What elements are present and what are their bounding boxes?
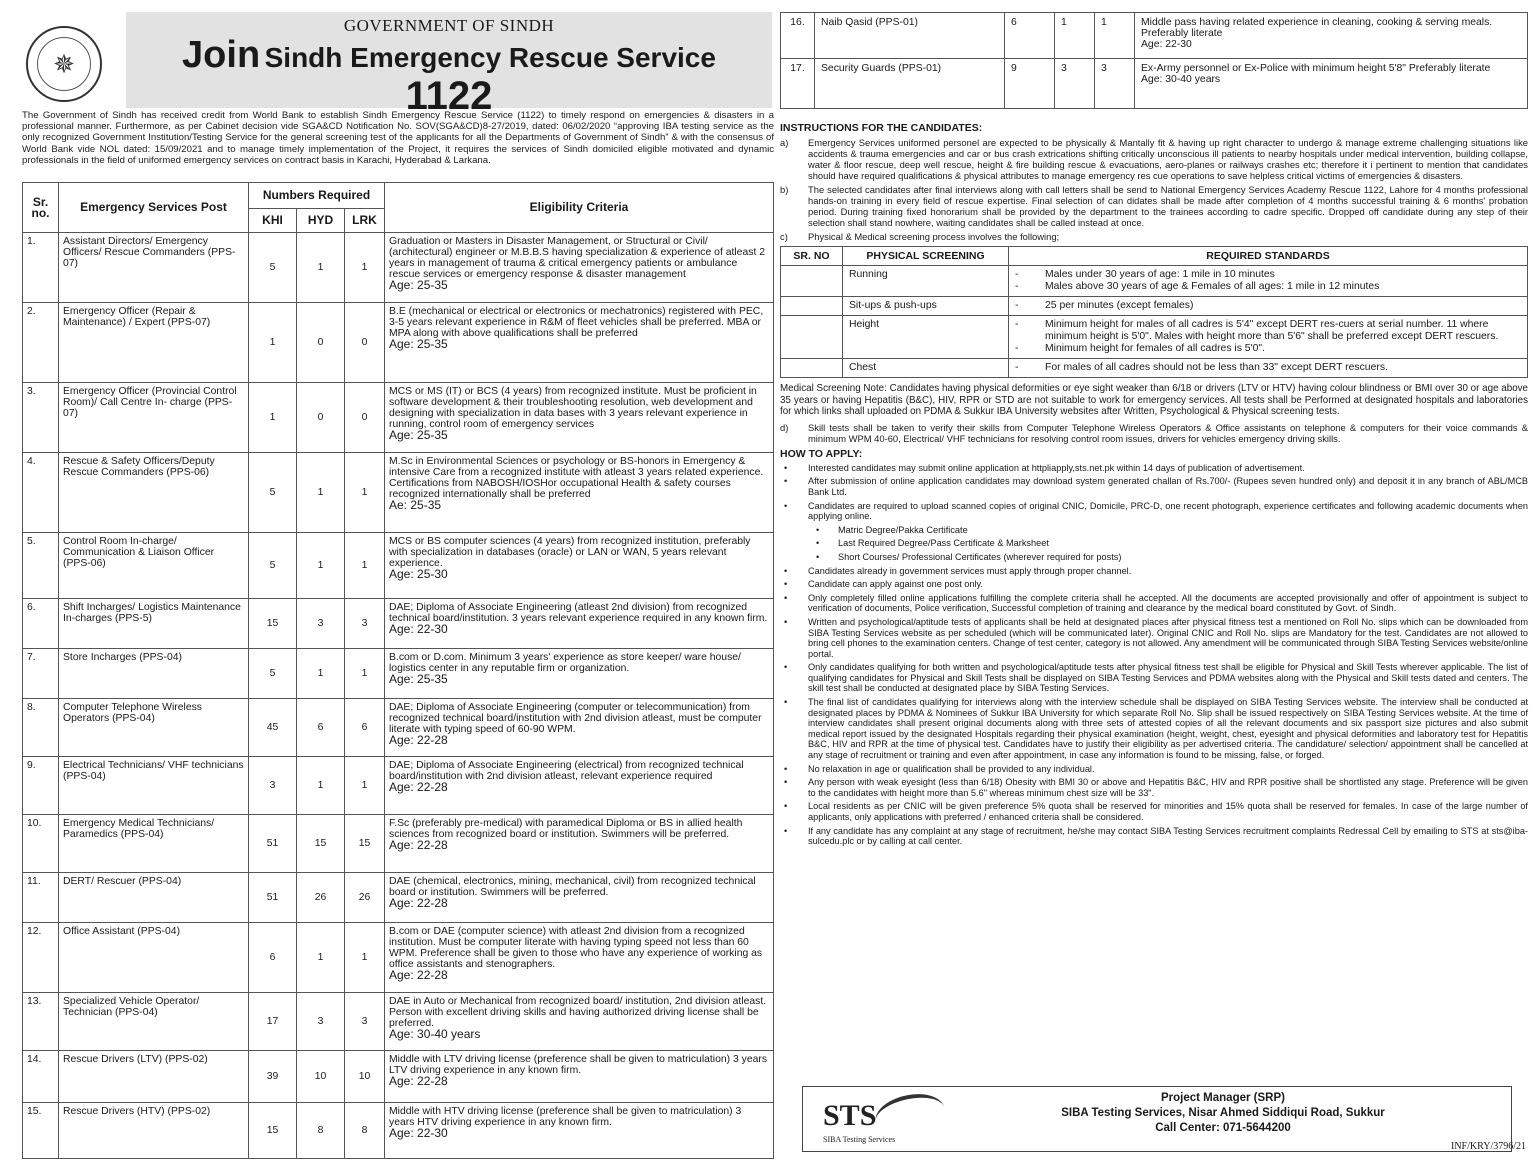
- row-post: Electrical Technicians/ VHF technicians (PPS-04): [59, 757, 249, 815]
- row-khi: 3: [249, 757, 297, 815]
- criteria-age: Age: 22-30: [1141, 39, 1192, 50]
- row-khi: 1: [249, 303, 297, 383]
- row-khi: 51: [249, 873, 297, 923]
- criteria-text: DAE in Auto or Mechanical from recognized board/ institution, 2nd division atleast. Person with excellent driving skills and having authorized driving license shall be preferred.: [389, 996, 767, 1029]
- list-item: • Any person with weak eyesight (less than 6/18) Obesity with BMI 30 or above and Hepatitis B&C, HIV and RPR positive shall be shortlisted any stage. Preference will be given to the candidates with height more than 5.6" whereas minimum chest size will be 33".: [780, 777, 1528, 798]
- row-hyd: 0: [297, 383, 345, 453]
- row-lrk: 3: [1095, 59, 1135, 109]
- criteria-text: Ex-Army personnel or Ex-Police with minimum height 5'8" Preferably literate: [1141, 63, 1491, 74]
- intro-paragraph: The Government of Sindh has received credit from World Bank to establish Sindh Emergency Rescue Service (1122) to timely respond on emergencies & disasters in a professional manner. Furthermore, as per Cabinet decision vide SGA&CD Notification No. SOV(SGA&CD)8-27/2019, dated: 06/02/2020 “approving IBA testing service as the only recognized Government Institution/Testing Service for the general screening test of the applicants for all the Departments of Government of Sindh” & with the consensus of World Bank vide NOL dated: 15/09/2021 and to manage timely implementation of the Project, it requires the services of Sindh domiciled eligible motivated and dynamic professionals in the field of uniformed emergency services on contract basis in Karachi, Hyderabad & Larkana.: [22, 110, 774, 166]
- howto-title: HOW TO APPLY:: [780, 447, 863, 460]
- row-lrk: 1: [345, 233, 385, 303]
- row-khi: 39: [249, 1051, 297, 1103]
- row-hyd: 1: [297, 533, 345, 599]
- list-item: • Matric Degree/Pakka Certificate: [780, 525, 1528, 536]
- row-criteria: [385, 1103, 774, 1159]
- row-khi: 17: [249, 993, 297, 1051]
- criteria-text: B.com or DAE (computer science) with atleast 2nd division from a recognized institution. Must be computer literate with having typing speed not less than 60 WPM. Preference shall be given to those who have any experience of working as office assistants and stenographers.: [389, 926, 763, 970]
- row-sr: 12.: [23, 923, 59, 993]
- list-item: • Last Required Degree/Pass Certificate & Marksheet: [780, 538, 1528, 549]
- row-hyd: 3: [297, 993, 345, 1051]
- pm-call-center: Call Center: 071-5644200: [1155, 1122, 1291, 1134]
- row-hyd: 1: [297, 649, 345, 699]
- table-row: [23, 993, 774, 1051]
- row-sr: 17.: [781, 59, 815, 109]
- criteria-age: Age: 22-28: [389, 733, 448, 747]
- row-post: Office Assistant (PPS-04): [59, 923, 249, 993]
- criteria-age: Age: 25-35: [389, 428, 448, 442]
- row-sr: 13.: [23, 993, 59, 1051]
- list-item: • Short Courses/ Professional Certificates (wherever required for posts): [780, 552, 1528, 563]
- phys-header-screening: PHYSICAL SCREENING: [843, 247, 1009, 266]
- instruction-item: [780, 137, 1528, 181]
- row-sr: 6.: [23, 599, 59, 649]
- table-row: [23, 453, 774, 533]
- howto-list: [780, 463, 1528, 847]
- row-lrk: 1: [345, 649, 385, 699]
- instruction-item: [780, 184, 1528, 228]
- row-post: Store Incharges (PPS-04): [59, 649, 249, 699]
- jobs-table-continued: [780, 12, 1528, 109]
- criteria-age: Age: 25-30: [389, 567, 448, 581]
- row-hyd: 26: [297, 873, 345, 923]
- row-post: Specialized Vehicle Operator/ Technician (PPS-04): [59, 993, 249, 1051]
- table-row: [23, 303, 774, 383]
- criteria-text: M.Sc in Environmental Sciences or psychology or BS-honors in Emergency & intensive Care from a recognized institute with atleast 3 years related experience. Certifications from NABOSH/IOSHor occupational Health & safety courses recognized internationally shall be preferred: [389, 456, 764, 500]
- row-khi: 5: [249, 453, 297, 533]
- row-lrk: 6: [345, 699, 385, 757]
- instructions-list: [780, 137, 1528, 242]
- row-khi: 9: [1005, 59, 1055, 109]
- header-numbers: Numbers Required: [249, 183, 385, 209]
- table-row: [781, 59, 1528, 109]
- standard-dash: -: [1015, 269, 1019, 280]
- row-hyd: 10: [297, 1051, 345, 1103]
- row-sr: 8.: [23, 699, 59, 757]
- header-post: Emergency Services Post: [59, 183, 249, 233]
- row-khi: 5: [249, 533, 297, 599]
- instruction-text: Physical & Medical screening process involves the following;: [808, 231, 1060, 242]
- row-hyd: 3: [297, 599, 345, 649]
- criteria-text: Middle pass having related experience in cleaning, cooking & serving meals. Preferably literate: [1141, 17, 1493, 39]
- instruction-text: Emergency Services uniformed personel are expected to be physically & Mantally fit & having up right character to undergo & manage extreme challenging situations like accidents & trauma emergencies and car or bus crash extrications shifting critically unconscious ill patients to nearby hospitals under medical intervention, building collapse, water & floor rescue, deep well rescue, height & fire building rescue & evacuations, aero-planes or railways crashes etc; therefore it i pertinent to mention that candidates should have required qualifications & physical attributes to manage emergency res cue operations to save helpless critical victims of emergencies & disasters.: [808, 137, 1528, 181]
- criteria-age: Age: 25-35: [389, 278, 448, 292]
- table-row: [781, 297, 1528, 316]
- row-sr: 5.: [23, 533, 59, 599]
- row-hyd: 15: [297, 815, 345, 873]
- row-hyd: 8: [297, 1103, 345, 1159]
- screening-standards: [1009, 266, 1528, 297]
- row-criteria: [385, 233, 774, 303]
- row-criteria: [385, 383, 774, 453]
- header-khi: KHI: [249, 209, 297, 233]
- row-criteria: [385, 599, 774, 649]
- medical-note: Medical Screening Note: Candidates having physical deformities or eye sight weaker than 6/18 or drivers (LTV or HTV) having colour blindness or BMI over 30 or age above 35 years or having Hepatitis (B&C), HIV, RPR or STD are not suitable to work for emergency services. All tests shall be Performed at designated hospitals and laboratories for which links shall uploaded on PDMA & Sukkur IBA University websites after Written, Psychological & Physical screening tests.: [780, 383, 1528, 418]
- row-sr: 1.: [23, 233, 59, 303]
- table-row: [23, 533, 774, 599]
- row-hyd: 3: [1055, 59, 1095, 109]
- header-lrk: LRK: [345, 209, 385, 233]
- instruction-label: c): [780, 231, 788, 242]
- row-criteria: [385, 699, 774, 757]
- row-criteria: [385, 453, 774, 533]
- criteria-age: Age: 30-40 years: [389, 1027, 481, 1041]
- criteria-age: Age: 22-30: [389, 622, 448, 636]
- row-lrk: 1: [345, 757, 385, 815]
- header-hyd: HYD: [297, 209, 345, 233]
- pm-contact: [1003, 1091, 1443, 1136]
- row-sr: 10.: [23, 815, 59, 873]
- row-post: Naib Qasid (PPS-01): [815, 13, 1005, 59]
- table-row: [781, 13, 1528, 59]
- standard-dash: -: [1015, 281, 1019, 292]
- list-item: • After submission of online application candidates may download system generated challan of Rs.700/- (Rupees seven hundred only) and deposit it in any branch of ABL/MCB Bank Ltd.: [780, 476, 1528, 497]
- row-hyd: 1: [1055, 13, 1095, 59]
- criteria-age: Age: 22-28: [389, 838, 448, 852]
- physical-screening-table: [780, 246, 1528, 378]
- row-khi: 5: [249, 233, 297, 303]
- sindh-emblem-icon: ✵: [26, 26, 102, 102]
- row-khi: 51: [249, 815, 297, 873]
- list-item: • Interested candidates may submit online application at httpliapply,sts.net.pk within 14 days of publication of advertisement.: [780, 463, 1528, 474]
- row-criteria: [385, 649, 774, 699]
- table-row: [23, 1051, 774, 1103]
- pm-title: Project Manager (SRP): [1161, 1092, 1285, 1104]
- list-item: • Written and psychological/aptitude tests of applicants shall be held at designated places after physical fitness test a mentioned on Roll No. slips which can be downloaded from SIBA Testing Services website as per scheduled (which will be communicated later). Original CNIC and Roll No. slips are Mandatory for the test. Candidates are not allowed to bring cell phones to the examination centers. Change of test center, category is not allowed. Any amendment will be communicated through SIBA Testing Services website/online portal.: [780, 617, 1528, 659]
- header-criteria: Eligibility Criteria: [385, 183, 774, 233]
- row-hyd: 0: [297, 303, 345, 383]
- jobs-table: [22, 182, 774, 1159]
- criteria-text: MCS or MS (IT) or BCS (4 years) from recognized institute. Must be proficient in software development & their troubleshooting resolution, web development and designing with specialization in data bases with 3 years relevant experience in running, control room of emergency services: [389, 386, 757, 430]
- list-item: • Candidates are required to upload scanned copies of original CNIC, Domicile, PRC-D, one recent photograph, experience certificates and following academic documents when applying online.: [780, 501, 1528, 522]
- phys-header-sr: SR. NO: [781, 247, 843, 266]
- join-word: Join: [182, 34, 261, 76]
- list-item: • If any candidate has any complaint at any stage of recruitment, he/she may contact SIBA Testing Services recruitment complaints Redressal Cell by emailing to STS at sts@iba-sulcedu.plc or by calling at call center.: [780, 826, 1528, 847]
- right-column: [780, 12, 1528, 1154]
- standard-text: Minimum height for females of all cadres is 5'0".: [1045, 343, 1265, 354]
- row-khi: 45: [249, 699, 297, 757]
- pm-address: SIBA Testing Services, Nisar Ahmed Siddiqui Road, Sukkur: [1061, 1107, 1385, 1119]
- table-row: [23, 923, 774, 993]
- row-post: DERT/ Rescuer (PPS-04): [59, 873, 249, 923]
- screening-name: Height: [843, 316, 1009, 359]
- row-sr: [781, 266, 843, 297]
- phys-header-standards: REQUIRED STANDARDS: [1009, 247, 1528, 266]
- criteria-text: Middle with LTV driving license (preference shall be given to matriculation) 3 years LTV driving experience in any known firm.: [389, 1054, 768, 1076]
- row-lrk: 3: [345, 993, 385, 1051]
- table-row: [23, 1103, 774, 1159]
- table-row: [781, 359, 1528, 378]
- table-row: [23, 649, 774, 699]
- instructions-title: INSTRUCTIONS FOR THE CANDIDATES:: [780, 122, 983, 134]
- list-item: • Candidates already in government services must apply through proper channel.: [780, 566, 1528, 577]
- row-sr: 9.: [23, 757, 59, 815]
- row-lrk: 8: [345, 1103, 385, 1159]
- row-post: Control Room In-charge/ Communication & Liaison Officer (PPS-06): [59, 533, 249, 599]
- instructions-section: [780, 122, 1528, 850]
- row-criteria: [385, 757, 774, 815]
- criteria-text: B.E (mechanical or electrical or electronics or mechatronics) registered with PEC, 3-5 years relevant experience in R&M of fleet vehicles shall be preferred. MBA or MPA along with above qualifications shall be preferred: [389, 306, 764, 339]
- instruction-d-text: Skill tests shall be taken to verify their skills from Computer Telephone Wireless Operators & Office assistants on telephone & computers for their voice commands & minimum WPM 40-60, Electrical/ VHF technicians for resolving control room issues, drivers for vehicles emergency driving skills.: [808, 421, 1528, 444]
- project-manager-box: [802, 1086, 1512, 1152]
- criteria-text: B.com or D.com. Minimum 3 years' experience as store keeper/ ware house/ logistics center in any reputable firm or organization.: [389, 652, 741, 674]
- row-sr: 3.: [23, 383, 59, 453]
- list-item: • No relaxation in age or qualification shall be provided to any individual.: [780, 764, 1528, 775]
- row-post: Emergency Medical Technicians/ Paramedics (PPS-04): [59, 815, 249, 873]
- criteria-text: DAE (chemical, electronics, mining, mechanical, civil) from recognized technical board or institution. Swimmers will be preferred.: [389, 876, 756, 898]
- list-item: • Only completely filled online applications fulfilling the complete criteria shall he accepted. All the documents are accepted provisionally and offer of appointment is subject to verification of documents, Police verification, Successful completion of training and clearance by the medical board constituted by Govt. of Sindh.: [780, 593, 1528, 614]
- table-row: [23, 815, 774, 873]
- table-row: [23, 599, 774, 649]
- row-lrk: 0: [345, 303, 385, 383]
- criteria-text: Graduation or Masters in Disaster Management, or Structural or Civil/ (architectural) engineer or M.B.B.S having specialization & experience of atleast 2 years in management of trauma & critical emergency patients or ambulance rescue services or emergency response & disaster management: [389, 236, 765, 280]
- criteria-age: Age: 25-35: [389, 337, 448, 351]
- row-criteria: [1135, 13, 1528, 59]
- criteria-age: Age: 22-28: [389, 968, 448, 982]
- instruction-text: The selected candidates after final interviews along with call letters shall be send to National Emergency Services Academy Rescue 1122, Lahore for 4 months professional hands-on training in every field of rescue expertise. Final selection of can didates shall be made after completion of 4 months successful training & 6 months' probation period. During training fixed honorarium shall be provided by the department to the trainees according to cadre specific. Dropped off candidate during any step of their selection shall stand nowhere, waiting candidates shall be called instead at once.: [808, 184, 1528, 228]
- row-lrk: 0: [345, 383, 385, 453]
- row-post: Computer Telephone Wireless Operators (PPS-04): [59, 699, 249, 757]
- row-criteria: [385, 815, 774, 873]
- sts-logo-icon: [819, 1095, 939, 1145]
- row-hyd: 6: [297, 699, 345, 757]
- row-sr: 15.: [23, 1103, 59, 1159]
- table-row: [781, 316, 1528, 359]
- row-sr: 11.: [23, 873, 59, 923]
- list-item: • Candidate can apply against one post only.: [780, 579, 1528, 590]
- row-sr: 14.: [23, 1051, 59, 1103]
- left-column: [22, 12, 774, 1154]
- row-criteria: [1135, 59, 1528, 109]
- standard-dash: -: [1015, 343, 1019, 354]
- row-post: Assistant Directors/ Emergency Officers/ Rescue Commanders (PPS-07): [59, 233, 249, 303]
- standard-text: Males under 30 years of age: 1 mile in 10 minutes: [1045, 269, 1275, 280]
- row-sr: 4.: [23, 453, 59, 533]
- criteria-text: DAE; Diploma of Associate Engineering (atleast 2nd division) from recognized technical board/institution. 3 years relevant experience required in any known firm.: [389, 602, 768, 624]
- table-row: [23, 873, 774, 923]
- row-sr: 16.: [781, 13, 815, 59]
- instruction-item: [780, 231, 1528, 242]
- criteria-age: Age: 25-35: [389, 672, 448, 686]
- instruction-d-label: d): [780, 421, 789, 433]
- row-lrk: 10: [345, 1051, 385, 1103]
- screening-standards: [1009, 359, 1528, 378]
- instruction-d: [780, 422, 1528, 444]
- standard-dash: -: [1015, 300, 1019, 311]
- criteria-age: Age: 22-28: [389, 896, 448, 910]
- standard-dash: -: [1015, 362, 1019, 373]
- header-banner: [126, 12, 772, 118]
- criteria-age: Age: 22-28: [389, 1074, 448, 1088]
- table-row: [23, 757, 774, 815]
- screening-name: Chest: [843, 359, 1009, 378]
- row-post: Shift Incharges/ Logistics Maintenance In-charges (PPS-5): [59, 599, 249, 649]
- row-criteria: [385, 533, 774, 599]
- headline: [126, 34, 772, 77]
- screening-standards: [1009, 297, 1528, 316]
- row-sr: [781, 316, 843, 359]
- row-khi: 6: [1005, 13, 1055, 59]
- table-row: [23, 233, 774, 303]
- standard-text: For males of all cadres should not be less than 33" except DERT rescuers.: [1045, 362, 1388, 373]
- row-post: Emergency Officer (Repair & Maintenance) / Expert (PPS-07): [59, 303, 249, 383]
- criteria-age: Age: 22-28: [389, 780, 448, 794]
- inf-number: INF/KRY/3796/21: [1450, 1141, 1526, 1152]
- list-item: • Only candidates qualifying for both written and psychological/aptitude tests after physical fitness test shall be eligible for Physical and Skill Tests wherever applicable. The list of qualifying candidates for Physical and Skill Tests shall be displayed on SIBA Testing Services and PDMA websites along with the Physical and Skill tests dated and centers. The skill test shall be conducted at designated place by SIBA Testing Services.: [780, 662, 1528, 694]
- list-item: • Local residents as per CNIC will be given preference 5% quota shall be reserved for minorities and 15% quota shall be reserved for females. In case of the large number of applicants, only applications with preferred / enhanced criteria shall be considered.: [780, 801, 1528, 822]
- row-criteria: [385, 993, 774, 1051]
- row-criteria: [385, 1051, 774, 1103]
- standard-dash: -: [1015, 319, 1019, 330]
- row-post: Security Guards (PPS-01): [815, 59, 1005, 109]
- row-khi: 5: [249, 649, 297, 699]
- row-hyd: 1: [297, 453, 345, 533]
- row-post: Rescue & Safety Officers/Deputy Rescue Commanders (PPS-06): [59, 453, 249, 533]
- row-lrk: 26: [345, 873, 385, 923]
- row-lrk: 1: [345, 923, 385, 993]
- row-sr: [781, 297, 843, 316]
- row-post: Rescue Drivers (HTV) (PPS-02): [59, 1103, 249, 1159]
- row-sr: [781, 359, 843, 378]
- row-lrk: 1: [1095, 13, 1135, 59]
- standard-text: Minimum height for males of all cadres is 5'4" except DERT res-cuers at serial number. 11 where minimum height is 5'0". Males with height more than 5'6" shall be preferred except DERT rescuers.: [1045, 319, 1499, 342]
- row-sr: 7.: [23, 649, 59, 699]
- standard-text: Males above 30 years of age & Females of all ages: 1 mile in 12 minutes: [1045, 281, 1380, 292]
- criteria-text: DAE; Diploma of Associate Engineering (computer or telecommunication) from recognized technical board/institution with 2nd division atleast, must be computer literate with typing speed of 60-90 WPM.: [389, 702, 762, 735]
- service-name: Sindh Emergency Rescue Service: [264, 42, 716, 73]
- table-row: [23, 383, 774, 453]
- service-number: 1122: [405, 74, 493, 118]
- row-hyd: 1: [297, 757, 345, 815]
- screening-name: Running: [843, 266, 1009, 297]
- row-lrk: 1: [345, 453, 385, 533]
- criteria-text: DAE; Diploma of Associate Engineering (electrical) from recognized technical board/institution with 2nd division atleast, relevant experience required: [389, 760, 744, 782]
- criteria-text: MCS or BS computer sciences (4 years) from recognized institution, preferably with specialization in databases (oracle) or LAN or WAN, 5 years relevant experience.: [389, 536, 751, 569]
- standard-text: 25 per minutes (except females): [1045, 300, 1194, 311]
- sts-logo-sub: SIBA Testing Services: [823, 1135, 896, 1144]
- criteria-age: Age: 30-40 years: [1141, 74, 1221, 85]
- screening-standards: [1009, 316, 1528, 359]
- row-lrk: 15: [345, 815, 385, 873]
- row-lrk: 3: [345, 599, 385, 649]
- list-item: • The final list of candidates qualifying for interviews along with the interview schedule shall be displayed on SIBA Testing Services website. The interview shall be conducted at designated places by PDMA & Nominees of Sukkur IBA University for which separate Roll No. Slip shall be issued respectively on SIBA Testing Services website. At the time of interview candidates shall present original documents along with three sets of attested copies of all the relevant documents and six passport size pictures and also submit medical report issued by the designated Hospitals regarding their physical examination (height, weight, chest, eyesight and physical deformities and laboratory test for Hepatitis B&C, HIV and RPR at the time of physical test. Candidates have to justify their eligibility as per advertised criteria. The candidature/ selection/ appointment shall be cancelled at any stage of recruitment or training and even after appointment, in case any information is found to be missing, false, or forged.: [780, 697, 1528, 761]
- row-post: Rescue Drivers (LTV) (PPS-02): [59, 1051, 249, 1103]
- criteria-text: Middle with HTV driving license (preference shall be given to matriculation) 3 years HTV driving experience in any known firm.: [389, 1106, 742, 1128]
- row-sr: 2.: [23, 303, 59, 383]
- row-hyd: 1: [297, 233, 345, 303]
- gov-title: GOVERNMENT OF SINDH: [343, 16, 555, 35]
- row-criteria: [385, 923, 774, 993]
- criteria-age: Ae: 25-35: [389, 498, 442, 512]
- row-criteria: [385, 303, 774, 383]
- criteria-text: F.Sc (preferably pre-medical) with paramedical Diploma or BS in allied health sciences from recognized board or institution. Swimmers will be preferred.: [389, 818, 743, 840]
- row-khi: 15: [249, 1103, 297, 1159]
- row-hyd: 1: [297, 923, 345, 993]
- header-sr: Sr. no.: [23, 183, 59, 233]
- row-khi: 1: [249, 383, 297, 453]
- row-lrk: 1: [345, 533, 385, 599]
- table-row: [23, 699, 774, 757]
- row-khi: 6: [249, 923, 297, 993]
- row-khi: 15: [249, 599, 297, 649]
- row-criteria: [385, 873, 774, 923]
- criteria-age: Age: 22-30: [389, 1126, 448, 1140]
- row-post: Emergency Officer (Provincial Control Room)/ Call Centre In- charge (PPS-07): [59, 383, 249, 453]
- instruction-label: b): [780, 184, 789, 195]
- instruction-label: a): [780, 137, 789, 148]
- sts-logo-text: STS: [823, 1099, 877, 1132]
- screening-name: Sit-ups & push-ups: [843, 297, 1009, 316]
- table-row: [781, 266, 1528, 297]
